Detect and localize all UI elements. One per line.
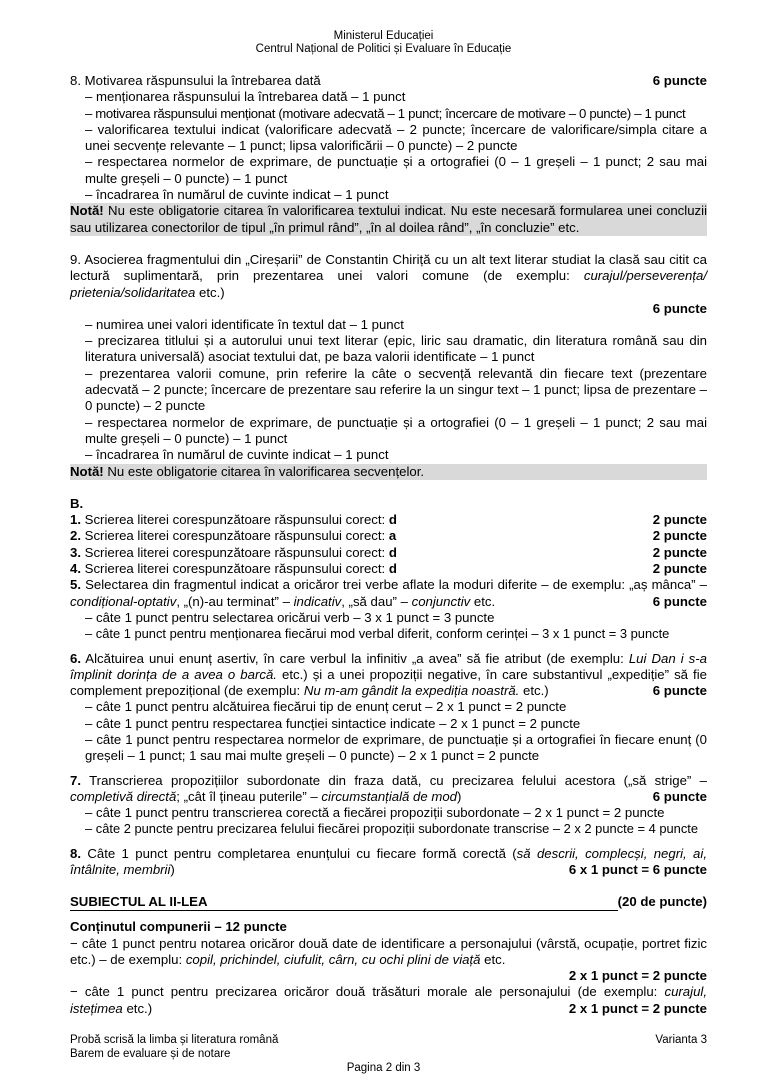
document-content	[70, 73, 707, 1017]
document-header	[0, 30, 767, 56]
q7-points: 6 puncte	[649, 789, 707, 805]
q9-title: 9. Asocierea fragmentului din „Cireșarii” de Constantin Chiriță cu un alt text literar studiat la clasă sau citit ca lectură suplimentară, prin prezentarea unei valori comune (de exemplu:	[70, 251, 707, 284]
answer-row: 1. Scrierea literei corespunzătoare răspunsului corect: d 2 puncte	[70, 512, 707, 528]
q5-title-row: 5. Selectarea din fragmentul indicat a oricăror trei verbe aflate la moduri diferite – de exemplu: „aș mânca” – condițional-optativ, „(n)-au terminat” – indicativ, „să dau” – conjunctiv etc. 6 puncte	[70, 577, 707, 609]
q9-points: 6 puncte	[649, 301, 707, 317]
q8-note	[70, 203, 707, 236]
q5-points: 6 puncte	[649, 594, 707, 610]
q9-title-row	[70, 252, 707, 317]
subject2-title: SUBIECTUL AL II-LEA	[70, 894, 208, 910]
q7-item: – câte 1 punct pentru transcrierea corectă a fiecărei propoziții subordonate – 2 x 1 punct = 2 puncte	[85, 805, 665, 821]
header-center: Centrul Național de Politici și Evaluare în Educație	[255, 43, 512, 55]
subject2-points: (20 de puncte)	[617, 894, 707, 910]
page-number: Pagina 2 din 3	[346, 1062, 421, 1074]
q9-note	[70, 464, 707, 480]
q5-item: – câte 1 punct pentru menționarea fiecărui mod verbal diferit, conform cerinței – 3 x 1 punct = 3 puncte	[85, 626, 670, 642]
answer-row: 4. Scrierea literei corespunzătoare răspunsului corect: d 2 puncte	[70, 561, 707, 577]
q8-item: – valorificarea textului indicat (valorificare adecvată – 2 puncte; încercare de valorificare/simpla citare a unei secvențe relevante – 1 punct; lipsa valorificării – 0 puncte) – 2 puncte	[85, 121, 707, 154]
q8-title-row	[70, 73, 707, 89]
q6-title-row: 6. Alcătuirea unui enunț asertiv, în care verbul la infinitiv „a avea” să fie atribut (de exemplu: Lui Dan i s-a împlinit dorința de a avea o barcă. etc.) și a unei propoziții negative, în care substantivul „expediție” să fie complement prepozițional (de exemplu: Nu m-am gândit la expediția noastră. etc.) 6 puncte	[70, 650, 707, 699]
subject2-item: − câte 1 punct pentru precizarea oricăror două trăsături morale ale personajului (de exemplu: curajul, istețimea etc.) 2 x 1 punct = 2 puncte	[70, 984, 707, 1016]
q7-title-row: 7. Transcrierea propozițiilor subordonate din fraza dată, cu precizarea felului acestora („să strige” – completivă directă; „cât îl țineau puterile” – circumstanțială de mod) 6 puncte	[70, 772, 707, 804]
q9-title-end: etc.)	[195, 284, 225, 300]
footer-left	[70, 1034, 278, 1061]
subject2-item: − câte 1 punct pentru notarea oricăror două date de identificare a personajului (vârstă, ocupație, portret fizic etc.) – de exemplu: copil, prichindel, ciufulit, cârn, cu ochi plini de viață etc. 2 x 1 punct = 2 puncte	[70, 935, 707, 983]
q6-points: 6 puncte	[649, 683, 707, 699]
q6-item: – câte 1 punct pentru alcătuirea fiecărui tip de enunț cerut – 2 x 1 punct = 2 puncte	[85, 699, 567, 715]
q8-note-text: Nu este obligatorie citarea în valorificarea textului indicat. Nu este necesară formularea unei concluzii sau utilizarea conectorilor de tipul „în primul rând”, „în al doilea rând”, „în concluzie” etc.	[70, 203, 707, 235]
q8b-title-row: 8. Câte 1 punct pentru completarea enunțului cu fiecare formă corectă (să descrii, complecși, negri, ai, întâlnite, membrii) 6 x 1 punct = 6 puncte	[70, 845, 707, 878]
q6-item: – câte 1 punct pentru respectarea normelor de exprimare, de punctuație și a ortografiei în fiecare enunț (0 greșeli – 1 punct; 1 sau mai multe greșeli – 0 puncte) – 2 x 1 punct = 2 puncte	[85, 731, 707, 764]
subject2-heading	[70, 894, 707, 911]
q6-item: – câte 1 punct pentru respectarea funcției sintactice indicate – 2 x 1 punct = 2 puncte	[85, 715, 581, 731]
q5-item: – câte 1 punct pentru selectarea oricărui verb – 3 x 1 punct = 3 puncte	[85, 609, 495, 625]
q8-item: – respectarea normelor de exprimare, de punctuație și a ortografiei (0 – 1 greșeli – 1 punct; 2 sau mai multe greșeli – 0 puncte) – 1 punct	[85, 154, 707, 186]
footer-exam-name: Probă scrisă la limba și literatura română	[70, 1034, 279, 1046]
q8b-points: 6 x 1 punct = 6 puncte	[565, 862, 707, 878]
q9-note-text: Nu este obligatorie citarea în valorificarea secvențelor.	[103, 463, 425, 479]
q8-item: – încadrarea în numărul de cuvinte indicat – 1 punct	[85, 187, 389, 203]
q8-points: 6 puncte	[649, 73, 707, 89]
answer-row: 2. Scrierea literei corespunzătoare răspunsului corect: a 2 puncte	[70, 528, 707, 544]
header-ministry: Ministerul Educației	[333, 30, 434, 42]
q9-item: – numirea unei valori identificate în textul dat – 1 punct	[85, 316, 404, 332]
q8-note-label: Notă!	[70, 203, 104, 219]
q9-item: – încadrarea în numărul de cuvinte indicat – 1 punct	[85, 447, 389, 463]
q9-title-example: curajul/perseverența/ prietenia/solidaritatea	[70, 268, 707, 300]
partB-label: B.	[70, 495, 84, 511]
q9-item: – prezentarea valorii comune, prin referire la câte o secvență relevantă din fiecare text (prezentare adecvată – 2 puncte; încercare de prezentare sau referire la un singur text – 1 punct; lipsa de prezentare – 0 puncte) – 2 puncte	[85, 365, 707, 414]
q8-item: – motivarea răspunsului menționat (motivare adecvată – 1 punct; încercare de motivare – 0 puncte) – 1 punct	[85, 105, 686, 121]
q9-note-label: Notă!	[70, 463, 104, 479]
q7-item: – câte 2 puncte pentru precizarea felului fiecărei propoziții subordonate transcrise – 2 x 2 puncte = 4 puncte	[85, 821, 699, 837]
answer-row: 3. Scrierea literei corespunzătoare răspunsului corect: d 2 puncte	[70, 544, 707, 560]
q9-item: – respectarea normelor de exprimare, de punctuație și a ortografiei (0 – 1 greșeli – 1 punct; 2 sau mai multe greșeli – 0 puncte) – 1 punct	[85, 414, 707, 446]
footer-variant: Varianta 3	[655, 1034, 707, 1046]
footer-barem: Barem de evaluare și de notare	[70, 1047, 231, 1060]
subject2-content-title: Conținutul compunerii – 12 puncte	[70, 919, 287, 935]
q9-item: – precizarea titlului și a autorului unui text literar (epic, liric sau dramatic, din literatura română sau din literatura universală) asociat textului dat, pe baza valorii identificate – 1 punct	[85, 333, 707, 365]
q8-title: 8. Motivarea răspunsului la întrebarea dată	[70, 73, 321, 88]
q8-item: – menționarea răspunsului la întrebarea dată – 1 punct	[85, 89, 406, 105]
